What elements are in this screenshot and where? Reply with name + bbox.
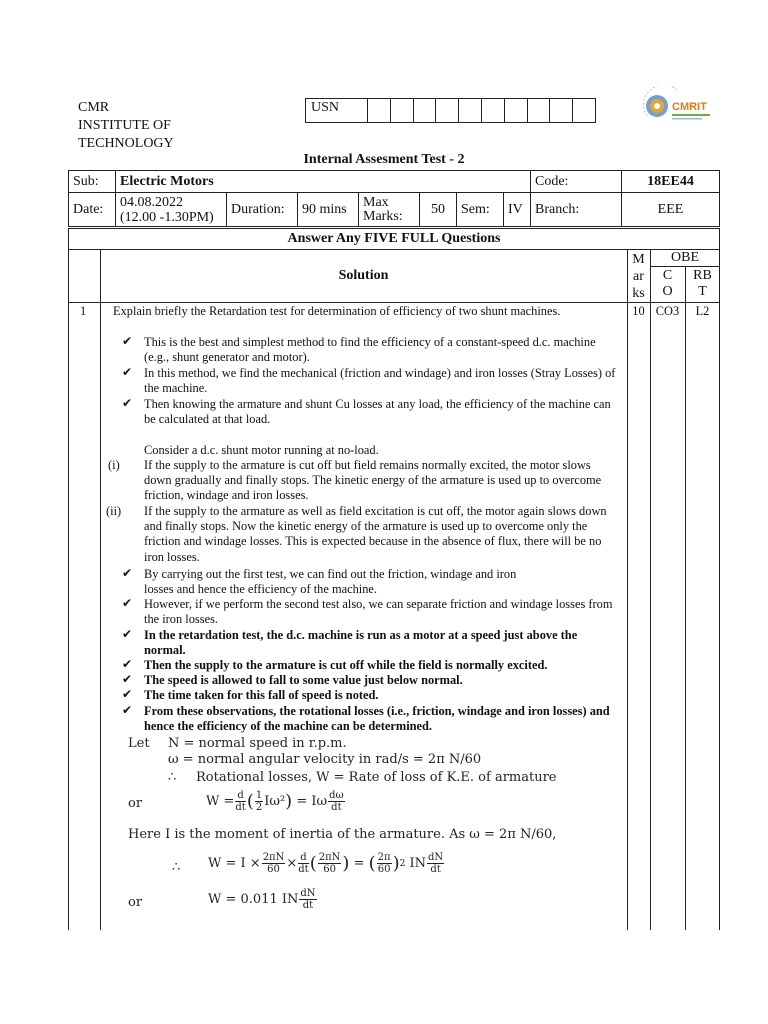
- institute-line-1: CMR: [78, 100, 110, 115]
- formula-w-equation-2: W = I × $\frac{2\pi N}{60}$ × $\frac{d}{dt}$ ( $\frac{2\pi N}{60}$ ) = ( $\frac{2\pi}{60}$ ) 2 IN $\frac{dN}{dt}$: [208, 852, 444, 875]
- max-marks-line-1: Max: [363, 194, 389, 210]
- question-rbt: L2: [695, 304, 710, 318]
- bullet-bold-5: From these observations, the rotational losses (i.e., friction, windage and iron losses) and hence the efficiency of the machine can be determined.: [144, 704, 610, 734]
- institute-line-2: INSTITUTE OF: [78, 118, 171, 133]
- check-icon: ✔: [122, 657, 133, 671]
- formula-w-equation-3: [208, 888, 318, 911]
- check-icon: ✔: [122, 396, 133, 410]
- usn-cell[interactable]: [368, 99, 391, 122]
- question-co: CO3: [655, 304, 680, 318]
- usn-cell[interactable]: [573, 99, 595, 122]
- max-marks-value: 50: [420, 193, 457, 227]
- usn-cell[interactable]: [391, 99, 414, 122]
- date-value: [116, 193, 227, 227]
- formula-n-definition: N = normal speed in r.p.m.: [168, 736, 347, 751]
- therefore-symbol: ∴: [172, 860, 181, 875]
- institute-line-3: TECHNOLOGY: [78, 136, 174, 151]
- co-heading: [650, 268, 685, 300]
- date-label: Date:: [69, 193, 116, 227]
- max-marks-line-2: Marks:: [363, 208, 403, 224]
- check-icon: ✔: [122, 687, 133, 701]
- sem-value: IV: [504, 193, 531, 227]
- column-rule: [100, 249, 101, 930]
- check-icon: ✔: [122, 596, 133, 610]
- formula-inertia-note: Here I is the moment of inertia of the armature. As ω = 2π N/60,: [128, 827, 557, 842]
- column-rule: [685, 266, 686, 930]
- fraction: $\frac{dN}{dt}$: [300, 888, 316, 911]
- co-heading-2: O: [662, 284, 673, 299]
- bullet-bold-4: The time taken for this fall of speed is noted.: [144, 688, 379, 702]
- consider-text: Consider a d.c. shunt motor running at no-load.: [144, 443, 379, 457]
- divider: [68, 302, 720, 303]
- formula-or-2: or: [128, 895, 143, 910]
- roman-ii-label: (ii): [106, 504, 122, 518]
- marks-heading-3: ks: [632, 286, 645, 301]
- fraction: $\frac{dN}{dt}$: [428, 852, 444, 875]
- fraction: $\frac{d\omega}{dt}$: [329, 790, 344, 813]
- check-icon: ✔: [122, 672, 133, 686]
- formula-rotational-losses: Rotational losses, W = Rate of loss of K.E. of armature: [196, 770, 557, 785]
- co-heading-1: C: [662, 268, 673, 283]
- usn-box: [305, 98, 596, 123]
- rbt-heading-1: RB: [693, 268, 712, 283]
- question-marks: 10: [632, 304, 645, 318]
- roman-i-label: (i): [108, 458, 120, 472]
- subject-value: Electric Motors: [116, 171, 531, 193]
- bullet-b-2: However, if we perform the second test also, we can separate friction and windage losses from the iron losses.: [144, 597, 613, 627]
- instruction: Answer Any FIVE FULL Questions: [287, 231, 501, 246]
- date-line-1: 04.08.2022: [120, 194, 183, 210]
- fraction: $\frac{2\pi N}{60}$: [262, 852, 285, 875]
- code-value: 18EE44: [622, 171, 720, 193]
- solution-heading: Solution: [338, 268, 389, 283]
- bullet-b-1: By carrying out the first test, we can find out the friction, windage and iron losses and hence the efficiency of the machine.: [144, 567, 517, 597]
- usn-label: USN: [306, 99, 368, 122]
- formula-let: Let: [128, 736, 150, 751]
- date-line-2: (12.00 -1.30PM): [120, 209, 214, 225]
- marks-heading-1: M: [632, 252, 645, 267]
- duration-label: Duration:: [227, 193, 298, 227]
- bullet-a-2: In this method, we find the mechanical (friction and windage) and iron losses (Stray Losses) of the machine.: [144, 366, 616, 396]
- logo-text: CMRIT: [672, 101, 707, 113]
- column-rule: [650, 249, 651, 930]
- check-icon: ✔: [122, 627, 133, 641]
- branch-value: EEE: [622, 193, 720, 227]
- check-icon: ✔: [122, 703, 133, 717]
- usn-cell[interactable]: [528, 99, 551, 122]
- check-icon: ✔: [122, 365, 133, 379]
- sem-label: Sem:: [457, 193, 504, 227]
- code-label: Code:: [531, 171, 622, 193]
- fraction: $\frac{1}{2}$: [255, 790, 263, 813]
- rbt-heading: [685, 268, 720, 300]
- usn-cell[interactable]: [436, 99, 459, 122]
- sub-label: Sub:: [69, 171, 116, 193]
- check-icon: ✔: [122, 566, 133, 580]
- usn-cell[interactable]: [505, 99, 528, 122]
- fraction: $\frac{2\pi}{60}$: [377, 852, 391, 875]
- formula-w-equation-1: W = $\frac{d}{dt}$ ( $\frac{1}{2}$ Iω² ) = Iω $\frac{d\omega}{dt}$: [206, 790, 344, 813]
- rbt-heading-2: T: [698, 284, 707, 299]
- formula-omega-definition: ω = normal angular velocity in rad/s = 2π N/60: [168, 752, 482, 767]
- bullet-a-1: This is the best and simplest method to find the efficiency of a constant-speed d.c. machine (e.g., shunt generator and motor).: [144, 335, 596, 365]
- bullet-bold-2: Then the supply to the armature is cut off while the field is normally excited.: [144, 658, 548, 672]
- usn-cell[interactable]: [459, 99, 482, 122]
- duration-value: 90 mins: [298, 193, 359, 227]
- therefore-symbol: ∴: [168, 770, 177, 785]
- fraction: $\frac{d}{dt}$: [298, 852, 309, 875]
- fraction: $\frac{d}{dt}$: [235, 790, 246, 813]
- check-icon: ✔: [122, 334, 133, 348]
- question-text: Explain briefly the Retardation test for determination of efficiency of two shunt machines.: [113, 304, 561, 318]
- test-title: Internal Assesment Test - 2: [303, 152, 465, 167]
- marks-heading: [627, 251, 650, 302]
- exam-header-table: [68, 170, 720, 227]
- roman-i-text: If the supply to the armature is cut off but field remains normally excited, the motor slows down gradually and finally stops. The kinetic energy of the armature is used up to overcome friction, windage and iron losses.: [144, 458, 602, 503]
- usn-cell[interactable]: [482, 99, 505, 122]
- usn-cell[interactable]: [550, 99, 573, 122]
- divider: [68, 249, 720, 250]
- institute-name: [78, 99, 174, 153]
- cmrit-logo: [637, 86, 713, 126]
- roman-ii-text: If the supply to the armature as well as field excitation is cut off, the motor again slows down and finally stops. Now the kinetic energy of the armature is used up to overcome only the friction and windage losses. This is expected because in the absence of flux, there will be no iron losses.: [144, 504, 607, 564]
- w-eq1-lhs: W =: [206, 794, 235, 809]
- marks-heading-2: ar: [633, 269, 644, 284]
- fraction: $\frac{2\pi N}{60}$: [318, 852, 341, 875]
- column-rule: [627, 249, 628, 930]
- bullet-bold-1: In the retardation test, the d.c. machine is run as a motor at a speed just above the normal.: [144, 628, 578, 658]
- formula-or-1: or: [128, 796, 143, 811]
- question-number: 1: [80, 304, 87, 318]
- obe-heading: OBE: [671, 250, 699, 265]
- branch-label: Branch:: [531, 193, 622, 227]
- max-marks-label: [359, 193, 420, 227]
- bullet-bold-3: The speed is allowed to fall to some value just below normal.: [144, 673, 463, 687]
- w-eq3-text: W = 0.011 IN: [208, 892, 299, 907]
- usn-cell[interactable]: [414, 99, 437, 122]
- bullet-a-3: Then knowing the armature and shunt Cu losses at any load, the efficiency of the machine can be calculated at that load.: [144, 397, 611, 427]
